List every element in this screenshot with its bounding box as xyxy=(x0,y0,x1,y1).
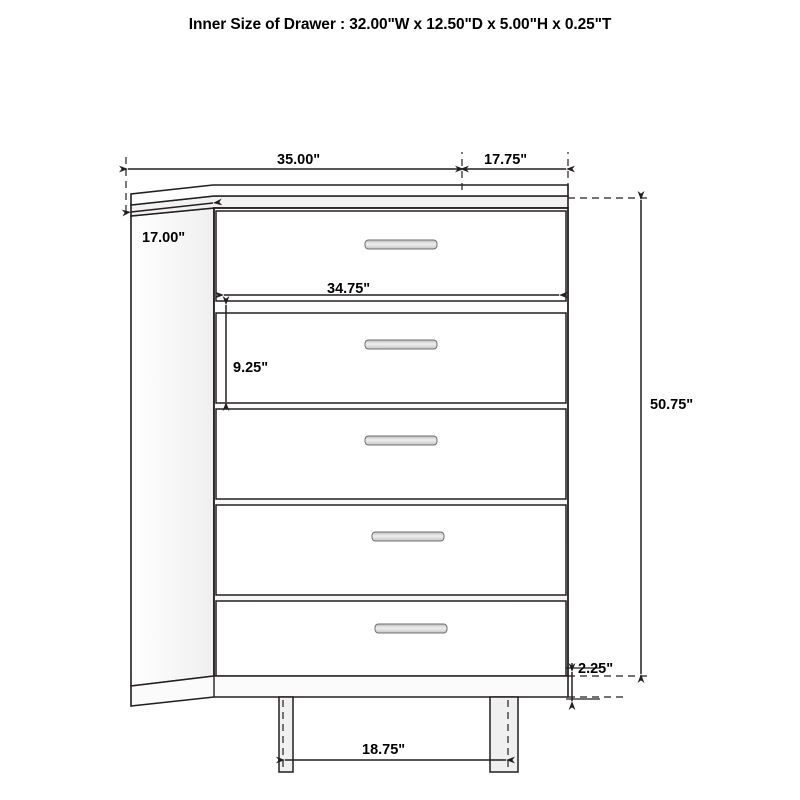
drawer-4[interactable] xyxy=(216,505,566,595)
drawer-handle-5[interactable] xyxy=(375,624,447,633)
dimension-label-side-depth: 17.00" xyxy=(142,230,186,246)
chest-body xyxy=(131,185,568,772)
drawer-3[interactable] xyxy=(216,409,566,499)
dimension-label-foot-span: 18.75" xyxy=(362,742,406,758)
drawer-handle-4[interactable] xyxy=(372,532,444,541)
dimension-label-top-width: 35.00" xyxy=(277,152,321,168)
drawer-handle-3[interactable] xyxy=(365,436,437,445)
dimension-label-overall-height: 50.75" xyxy=(650,397,694,413)
dimension-label-drawer-width: 34.75" xyxy=(327,281,371,297)
drawer-2[interactable] xyxy=(216,313,566,403)
drawer-handle-1[interactable] xyxy=(365,240,437,249)
dimension-label-base-height: 2.25" xyxy=(578,661,614,677)
drawer-5[interactable] xyxy=(216,601,566,676)
drawer-handle-2[interactable] xyxy=(365,340,437,349)
page-title: Inner Size of Drawer : 32.00"W x 12.50"D x 5.00"H x 0.25"T xyxy=(188,16,612,33)
drawer-1[interactable] xyxy=(216,211,566,301)
chest-side-panel xyxy=(131,208,214,686)
dimension-label-drawer-height: 9.25" xyxy=(233,360,269,376)
dimension-label-top-depth-right: 17.75" xyxy=(484,152,528,168)
